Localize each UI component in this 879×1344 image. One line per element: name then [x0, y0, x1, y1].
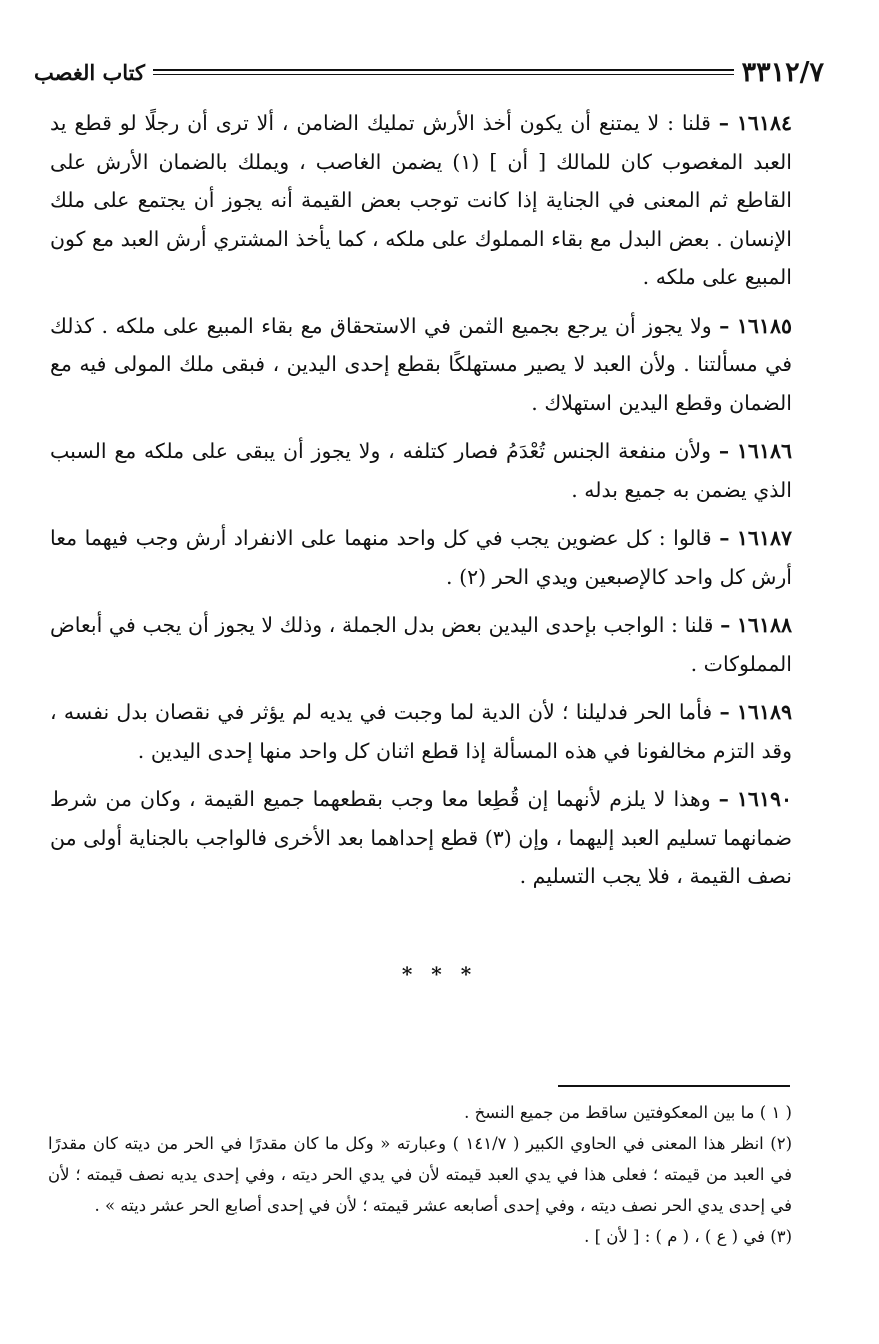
section-separator: * * * [401, 962, 478, 986]
dash: – [720, 613, 731, 637]
footnote: (٢) انظر هذا المعنى في الحاوي الكبير ( ١٤١/٧ ) وعبارته « وكل ما كان مقدرًا في الحر من ديته كان مقدرًا في العبد من قيمته ؛ فعلى هذا في يدي العبد قيمته لأن في يدي الحر ديته ، وفي إحدى يديه نصف قيمته ؛ لأن في إحدى يدي الحر نصف ديته ، وفي إحدى أصابعه عشر قيمته ؛ لأن في إحدى أصابع الحر عشر ديته » . [48, 1134, 793, 1215]
book-title: كتاب الغصب [34, 59, 146, 85]
footnote-rule [558, 1085, 790, 1087]
page-number: ٣٣١٢/٧ [741, 56, 824, 88]
paragraph-number: ١٦١٨٦ [736, 439, 792, 463]
paragraph-text: ولأن منفعة الجنس تُعْدَمُ فصار كتلفه ، ولا يجوز أن يبقى على ملكه مع السبب الذي يضمن به جميع بدله . [50, 439, 792, 502]
dash: – [719, 313, 730, 338]
paragraph-text: فأما الحر فدليلنا ؛ لأن الدية لما وجبت في يديه لم يؤثر في نقصان بدل نفسه ، وقد التزم مخالفونا في هذه المسألة إذا قطع اثنان كل واحد منها إحدى اليدين . [50, 700, 792, 763]
dash: – [718, 111, 730, 135]
paragraph-number: ١٦١٨٤ [736, 111, 792, 135]
paragraph-text: وهذا لا يلزم لأنهما إن قُطِعا معا وجب بقطعهما جميع القيمة ، وكان من شرط ضمانهما تسليم العبد إليهما ، وإن (٣) قطع إحداهما بعد الأخرى فالواجب بالجناية أولى من نصف القيمة ، فلا يجب التسليم . [50, 787, 792, 888]
paragraph-text: قلنا : لا يمتنع أن يكون أخذ الأرش تمليك الضامن ، ألا ترى أن رجلًا لو قطع يد العبد المغصوب كان للمالك [ أن ] (١) يضمن الغاصب ، ويملك بالضمان الأرش على القاطع ثم المعنى في الجناية إذا كانت توجب بعض القيمة أنه يجوز أن يجتمع على ملك الإنسان . بعض البدل مع بقاء المملوك على ملكه ، كما يأخذ المشتري أرش العبد مع كون المبيع على ملكه . [50, 111, 792, 289]
page-header [34, 52, 824, 92]
paragraph [50, 606, 792, 683]
footnote: (٣) في ( ع ) ، ( م ) : [ لأن ] . [584, 1227, 792, 1246]
dash: – [719, 526, 730, 550]
paragraph [50, 519, 792, 596]
paragraph-number: ١٦١٩٠ [736, 787, 792, 811]
paragraph [50, 104, 792, 297]
paragraph [50, 307, 792, 423]
dash: – [718, 787, 729, 811]
dash: – [719, 700, 730, 724]
footnote: ( ١ ) ما بين المعكوفتين ساقط من جميع النسخ . [464, 1103, 792, 1122]
paragraph [50, 693, 792, 770]
paragraph-number: ١٦١٨٩ [736, 700, 792, 724]
paragraph-number: ١٦١٨٥ [736, 313, 792, 338]
paragraph-text: ولا يجوز أن يرجع بجميع الثمن في الاستحقاق مع بقاء المبيع على ملكه . كذلك في مسألتنا . ولأن العبد لا يصير مستهلكًا بقطع إحدى اليدين ، فبقى ملك المولى فيه مع الضمان وقطع اليدين استهلاك . [50, 313, 792, 415]
paragraph-number: ١٦١٨٧ [736, 526, 792, 550]
footnotes [48, 1097, 792, 1252]
paragraph-text: قالوا : كل عضوين يجب في كل واحد منهما على الانفراد أرش وجب فيهما معا أرش كل واحد كالإصبعين ويدي الحر (٢) . [50, 526, 792, 589]
paragraph-text: قلنا : الواجب بإحدى اليدين بعض بدل الجملة ، وذلك لا يجوز أن يجب في أبعاض المملوكات . [50, 613, 792, 676]
paragraph [50, 780, 792, 896]
dash: – [718, 439, 730, 463]
main-text [50, 104, 792, 906]
header-rule [153, 69, 734, 75]
paragraph-number: ١٦١٨٨ [736, 613, 792, 637]
paragraph [50, 432, 792, 509]
